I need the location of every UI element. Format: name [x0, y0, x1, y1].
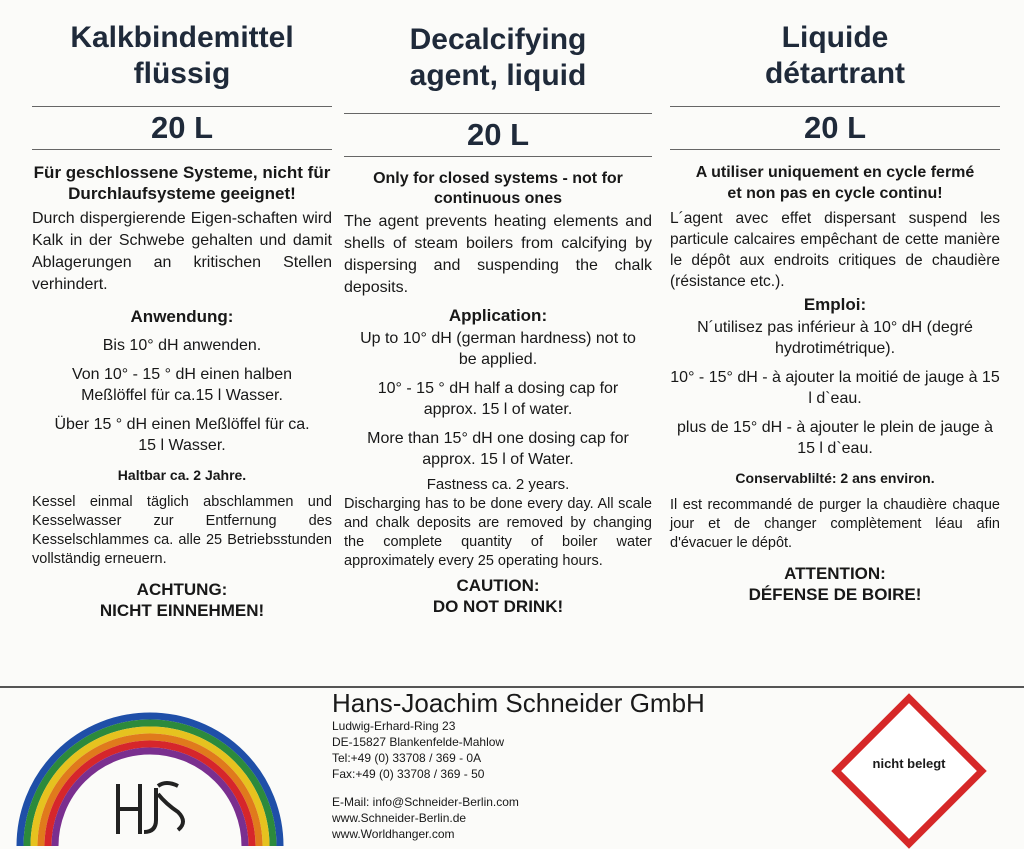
- de-description: Durch dispergierende Eigen-schaften wird Kalk in der Schwebe gehalten und damit Ablagerungen an kritischen Stellen verhindert.: [32, 210, 332, 293]
- de-subtitle: Für geschlossene Systeme, nicht für Durchlaufsysteme geeignet!: [33, 163, 331, 203]
- en-usage-3: More than 15° dH one dosing cap for approx. 15 l of Water.: [367, 430, 629, 468]
- fr-warning: [670, 563, 1000, 605]
- en-title-line2: agent, liquid: [409, 59, 587, 92]
- en-description: The agent prevents heating elements and shells of steam boilers from calcifying by dispersing and suspending the chalk deposits.: [344, 213, 652, 296]
- en-warning-line1: CAUTION:: [456, 576, 540, 595]
- hjs-monogram-icon: [118, 783, 183, 834]
- company-address: [332, 718, 504, 782]
- de-usage-1: Bis 10° dH anwenden.: [102, 337, 262, 354]
- website-1: www.Schneider-Berlin.de: [332, 811, 467, 825]
- fr-shelf-life: Conservablilté: 2 ans environ.: [735, 470, 935, 486]
- fax-number: Fax:+49 (0) 33708 / 369 - 50: [332, 767, 485, 781]
- fr-usage-3: plus de 15° dH - à ajouter le plein de jauge à 15 l d`eau.: [677, 419, 993, 457]
- english-column: [344, 0, 652, 686]
- en-title-line1: Decalcifying: [409, 23, 587, 56]
- en-title: [344, 0, 652, 94]
- en-warning: [344, 575, 652, 617]
- address-city: DE-15827 Blankenfelde-Mahlow: [332, 735, 505, 749]
- de-usage-heading: Anwendung:: [130, 307, 234, 326]
- en-usage-2: 10° - 15 ° dH half a dosing cap for approx. 15 l of water.: [377, 380, 619, 418]
- de-title-line2: flüssig: [133, 57, 231, 90]
- fr-usage-2: 10° - 15° dH - à ajouter la moitié de jauge à 15 l d`eau.: [670, 369, 1000, 407]
- address-street: Ludwig-Erhard-Ring 23: [332, 719, 456, 733]
- fr-volume: 20 L: [670, 106, 1000, 150]
- website-2: www.Worldhanger.com: [332, 827, 455, 841]
- en-warning-line2: DO NOT DRINK!: [432, 597, 564, 616]
- en-volume: 20 L: [344, 113, 652, 157]
- rainbow-logo: [0, 706, 300, 846]
- fr-title-line2: détartrant: [764, 57, 906, 90]
- fr-usage-1: N´utilisez pas inférieur à 10° dH (degré hydrotimétrique).: [697, 319, 973, 357]
- footer: [0, 688, 1024, 844]
- hazard-label: nicht belegt: [872, 756, 946, 771]
- fr-warning-line1: ATTENTION:: [784, 564, 886, 583]
- de-warning: [32, 579, 332, 621]
- de-shelf-life: Haltbar ca. 2 Jahre.: [117, 467, 247, 483]
- fr-title-line1: Liquide: [781, 21, 889, 54]
- fr-maintenance: Il est recommandé de purger la chaudière chaque jour et de changer complètement léau afin d'évacuer le dépôt.: [670, 497, 1000, 551]
- de-warning-line2: NICHT EINNEHMEN!: [99, 601, 265, 620]
- company-contacts: [332, 794, 519, 842]
- de-title-line1: Kalkbindemittel: [70, 21, 294, 54]
- fr-usage-heading: Emploi:: [803, 295, 867, 314]
- en-usage-heading: Application:: [448, 306, 548, 325]
- french-column: [670, 0, 1000, 686]
- de-warning-line1: ACHTUNG:: [136, 580, 228, 599]
- german-column: [32, 0, 332, 686]
- rainbow-arcs: [20, 716, 280, 846]
- en-maintenance: Discharging has to be done every day. All scale and chalk deposits are removed by changing the complete quantity of boiler water approximately every 25 operating hours.: [344, 496, 652, 569]
- de-maintenance: Kessel einmal täglich abschlammen und Kesselwasser zur Entfernung des Kesselschlammes ca. alle 25 Betriebsstunden vollständig erneuern.: [32, 494, 332, 567]
- phone-number: Tel:+49 (0) 33708 / 369 - 0A: [332, 751, 482, 765]
- en-shelf-life: Fastness ca. 2 years.: [426, 476, 570, 493]
- fr-title: [670, 0, 1000, 92]
- de-title: [32, 0, 332, 92]
- fr-warning-line2: DÉFENSE DE BOIRE!: [748, 585, 922, 604]
- company-name: Hans-Joachim Schneider GmbH: [332, 688, 705, 718]
- de-usage-2: Von 10° - 15 ° dH einen halben Meßlöffel für ca.15 l Wasser.: [71, 366, 293, 404]
- fr-subtitle: A utiliser uniquement en cycle fermé et non pas en cycle continu!: [695, 164, 975, 202]
- de-usage-3: Über 15 ° dH einen Meßlöffel für ca. 15 l Wasser.: [54, 416, 310, 454]
- en-usage-1: Up to 10° dH (german hardness) not to be applied.: [360, 330, 636, 368]
- fr-description: L´agent avec effet dispersant suspend les particule calcaires empêchant de cette manière le dépôt aux endroits critiques de chaudière (résistance etc.).: [670, 210, 1000, 290]
- de-volume: 20 L: [32, 106, 332, 150]
- en-subtitle: Only for closed systems - not for continuous ones: [373, 170, 623, 207]
- email-address: E-Mail: info@Schneider-Berlin.com: [332, 795, 519, 809]
